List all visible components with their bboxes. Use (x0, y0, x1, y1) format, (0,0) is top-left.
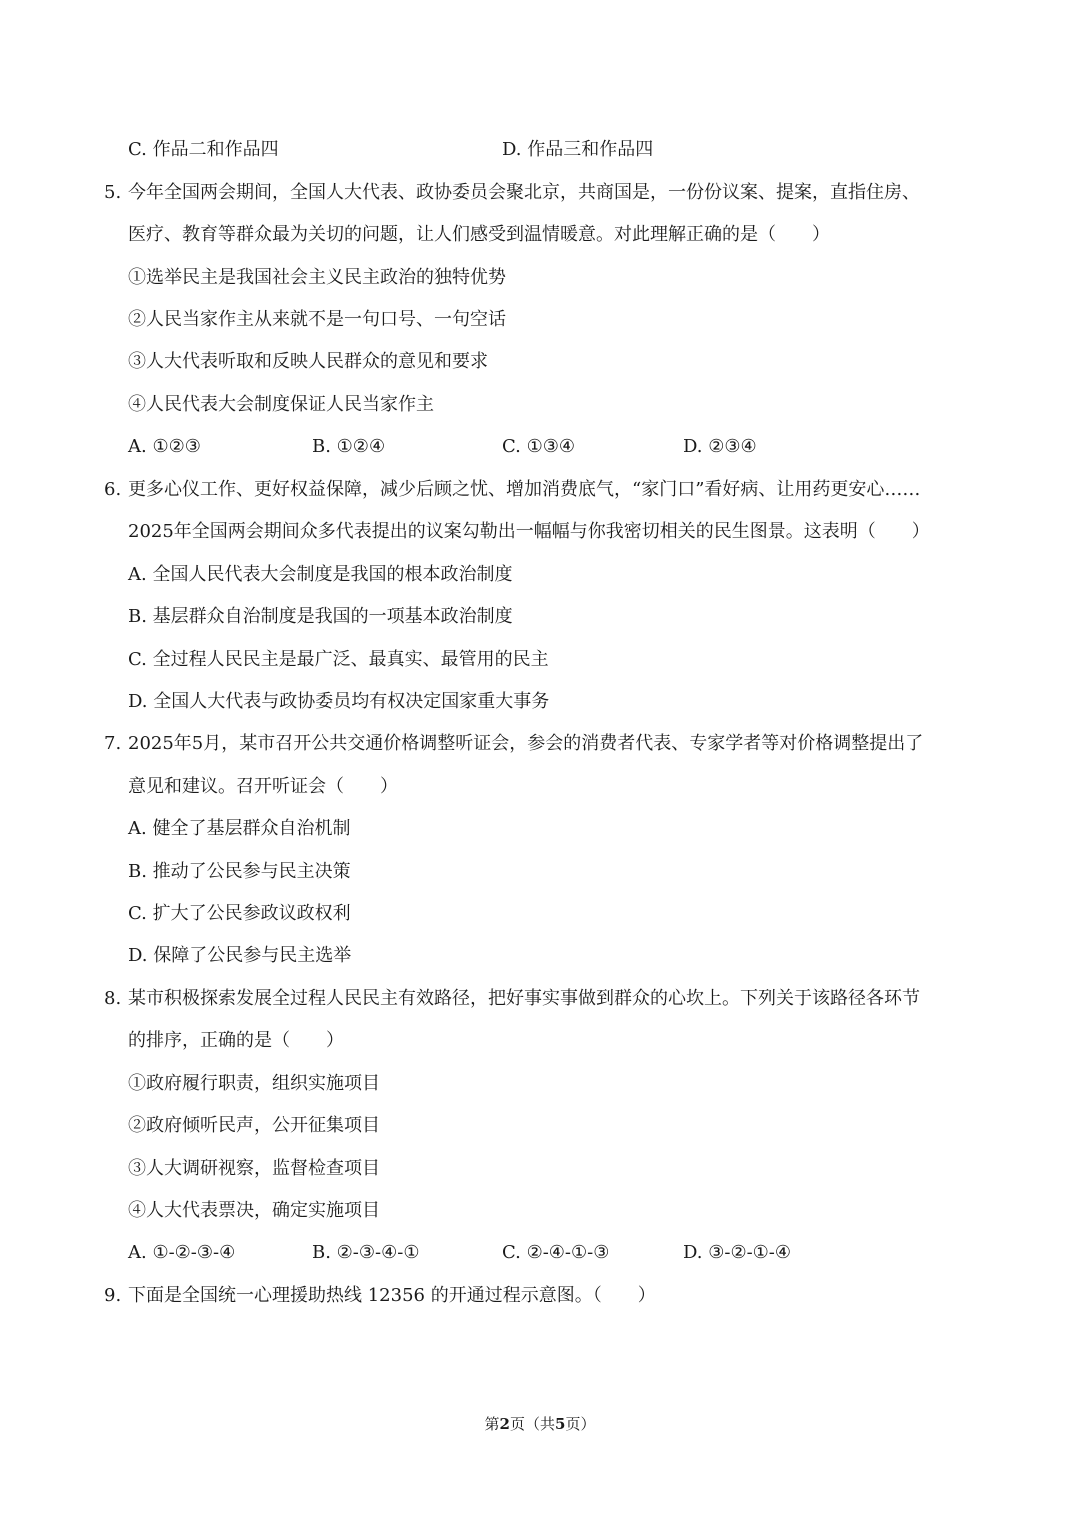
answer-option: C. 扩大了公民参政议政权利 (128, 903, 351, 924)
answer-option: A. 全国人民代表大会制度是我国的根本政治制度 (128, 564, 513, 585)
question-stem: 今年全国两会期间，全国人大代表、政协委员会聚北京，共商国是，一份份议案、提案，直指住房、 (128, 182, 920, 203)
answer-option: B. 基层群众自治制度是我国的一项基本政治制度 (128, 606, 513, 627)
statement-item: ①政府履行职责，组织实施项目 (128, 1073, 380, 1094)
answer-option: B. ①②④ (312, 436, 386, 457)
q4-option-c: C. 作品二和作品四 (128, 139, 279, 160)
footer-text: 页） (565, 1415, 596, 1433)
answer-option: C. ②-④-①-③ (502, 1242, 610, 1263)
question-stem-line: 意见和建议。召开听证会（ ） (128, 776, 398, 797)
q4-option-d: D. 作品三和作品四 (502, 139, 654, 160)
question-stem: 更多心仪工作、更好权益保障，减少后顾之忧、增加消费底气，“家门口”看好病、让用药更安心…… (128, 479, 921, 500)
footer-text: 页（共 (509, 1415, 555, 1433)
statement-item: ④人民代表大会制度保证人民当家作主 (128, 394, 434, 415)
question-stem-line: 2025年全国两会期间众多代表提出的议案勾勒出一幅幅与你我密切相关的民生图景。这表明（ ） (128, 521, 930, 542)
question-stem: 某市积极探索发展全过程人民民主有效路径，把好事实事做到群众的心坎上。下列关于该路径各环节 (128, 988, 920, 1009)
statement-item: ③人大代表听取和反映人民群众的意见和要求 (128, 351, 488, 372)
answer-option: C. ①③④ (502, 436, 575, 457)
question-stem-line: 医疗、教育等群众最为关切的问题，让人们感受到温情暖意。对此理解正确的是（ ） (128, 224, 830, 245)
footer-text: 第 (484, 1415, 500, 1433)
question-number: 6. (104, 479, 122, 500)
question-number: 9. (104, 1285, 122, 1306)
statement-item: ④人大代表票决，确定实施项目 (128, 1200, 380, 1221)
answer-option: D. ②③④ (683, 436, 757, 457)
answer-option: B. ②-③-④-① (312, 1242, 420, 1263)
statement-item: ③人大调研视察，监督检查项目 (128, 1158, 380, 1179)
statement-item: ②政府倾听民声，公开征集项目 (128, 1115, 380, 1136)
question-stem: 下面是全国统一心理援助热线 12356 的开通过程示意图。（ ） (128, 1285, 656, 1306)
answer-option: B. 推动了公民参与民主决策 (128, 861, 351, 882)
answer-option: C. 全过程人民民主是最广泛、最真实、最管用的民主 (128, 649, 549, 670)
question-number: 8. (104, 988, 122, 1009)
question-number: 5. (104, 182, 122, 203)
page-number: 2 (499, 1415, 510, 1433)
answer-option: D. ③-②-①-④ (683, 1242, 792, 1263)
question-number: 7. (104, 733, 122, 754)
question-stem: 2025年5月，某市召开公共交通价格调整听证会，参会的消费者代表、专家学者等对价格调整提出了 (128, 733, 924, 754)
question-stem-line: 的排序，正确的是（ ） (128, 1030, 344, 1051)
total-pages: 5 (555, 1415, 566, 1433)
page-footer (0, 1414, 1080, 1434)
statement-item: ②人民当家作主从来就不是一句口号、一句空话 (128, 309, 506, 330)
answer-option: D. 保障了公民参与民主选举 (128, 945, 352, 966)
statement-item: ①选举民主是我国社会主义民主政治的独特优势 (128, 267, 506, 288)
answer-option: D. 全国人大代表与政协委员均有权决定国家重大事务 (128, 691, 550, 712)
answer-option: A. ①②③ (128, 436, 201, 457)
answer-option: A. 健全了基层群众自治机制 (128, 818, 351, 839)
answer-option: A. ①-②-③-④ (128, 1242, 236, 1263)
